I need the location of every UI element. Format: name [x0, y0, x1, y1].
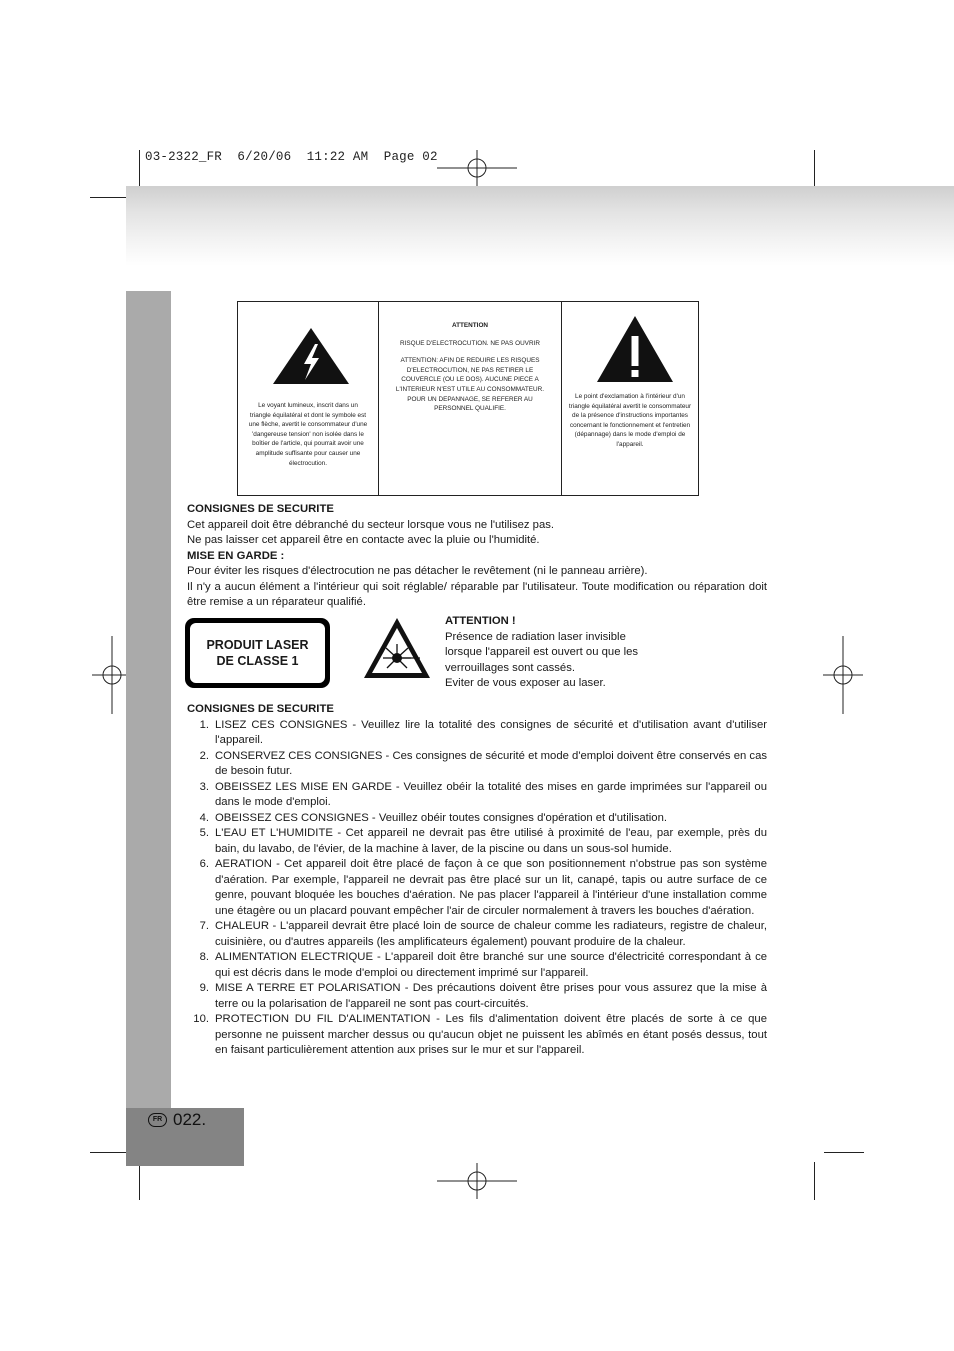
section-heading: CONSIGNES DE SECURITE — [187, 503, 334, 515]
paragraph: Cet appareil doit être débranché du secteur lorsque vous ne l'utilisez pas. — [187, 518, 555, 531]
laser-label-line1: PRODUIT LASER — [206, 638, 309, 652]
registration-mark-bottom — [437, 1163, 517, 1199]
item-text: CHALEUR - L'appareil devrait être placé loin de source de chaleur comme les radiateurs, registre de chaleur, cuisinière, ou d'autres appareils (les amplificateurs également) pouvant produire de la chaleur. — [215, 920, 767, 948]
safety-section-2 — [187, 702, 767, 1059]
laser-attention — [445, 614, 685, 692]
item — [187, 826, 767, 857]
paragraph: Pour éviter les risques d'électrocution ne pas détacher le revêtement (ni le panneau arrière). — [187, 565, 648, 577]
item-number: 9. — [199, 982, 209, 994]
item-text: MISE A TERRE ET POLARISATION - Des précautions doivent être prises pour vous assurez que la mise à terre ou la polarisation de l'appareil ne sont pas court-circuités. — [215, 982, 767, 1010]
registration-mark-top — [437, 150, 517, 186]
item-number: 1. — [199, 718, 209, 731]
item-number: 2. — [199, 749, 209, 762]
lightning-warning-icon — [271, 326, 351, 386]
language-badge: FR — [148, 1113, 167, 1127]
exclamation-caption: Le point d'exclamation à l'intérieur d'un triangle équilatéral avertit le consommateur de la présence d'instructions importantes concernant le fonctionnement et l'entretien (dépannage) dans le mode d'emploi de l'appareil. — [568, 393, 692, 448]
item-number: 10. — [193, 1013, 209, 1025]
header-band — [126, 186, 954, 266]
item — [187, 857, 767, 919]
item-number: 5. — [199, 827, 209, 839]
warning-box — [237, 301, 699, 496]
paragraph: Il n'y a aucun élément a l'intérieur qui soit réglable/ réparable par l'utilisateur. Toute modification ou réparation doit être remise a un réparateur qualifié. — [187, 580, 767, 608]
exclamation-warning-icon — [595, 314, 675, 384]
item-text: L'EAU ET L'HUMIDITE - Cet appareil ne devrait pas être utilisé à proximité de l'eau, par exemple, près du bain, du lavabo, de l'évier, de la machine à laver, de la piscine ou dans un sous-sol humide. — [215, 827, 767, 855]
item-text: AERATION - Cet appareil doit être placé de façon à ce que son positionnement n'obstrue pas son système d'aération. Par exemple, l'appareil ne devrait pas être placé sur un lit, canapé, tapis ou autre surface de ce genre, pouvant bloquée les bouches d'aération. Ne pas placer l'appareil à l'intérieur d'une installation comme une étagère ou un placard pouvant empêcher l'air de circuler normalement à travers les bouches d'aération. — [215, 858, 767, 917]
item — [187, 811, 767, 827]
item-number: 3. — [199, 780, 209, 793]
item — [187, 1012, 767, 1059]
item-text: OBEISSEZ CES CONSIGNES - Veuillez obéir toutes consignes d'opération et d'utilisation. — [215, 811, 668, 824]
item-text: ALIMENTATION ELECTRIQUE - L'appareil doit être branché sur une source d'électricité correspondant à ce qui est décris dans le mode d'emploi ou directement imprimé sur l'appareil. — [215, 951, 767, 979]
laser-attention-line: lorsque l'appareil est ouvert ou que les — [445, 646, 639, 658]
section-heading: MISE EN GARDE : — [187, 549, 285, 562]
laser-attention-line: verrouillages sont cassés. — [445, 661, 575, 674]
laser-attention-heading: ATTENTION ! — [445, 615, 516, 627]
page-number-text: 022. — [173, 1110, 207, 1129]
laser-attention-line: Présence de radiation laser invisible — [445, 630, 626, 643]
item-text: PROTECTION DU FIL D'ALIMENTATION - Les fils d'alimentation doivent être placés de sorte à ce que personne ne puissent marcher dessus ou qu'aucun objet ne puissent les abîmés en étant posés dessus, tout en faisant particulièrement attention aux prises sur le mur et sur l'appareil. — [215, 1013, 767, 1056]
item — [187, 981, 767, 1012]
registration-mark-right — [823, 636, 863, 714]
item-text: LISEZ CES CONSIGNES - Veuillez lire la totalité des consignes de sécurité et d'utilisation avant d'utiliser l'appareil. — [215, 718, 767, 746]
warning-col-exclamation — [562, 302, 698, 495]
page-number — [148, 1110, 206, 1130]
item-text: OBEISSEZ LES MISE EN GARDE - Veuillez obéir la totalité des mises en garde imprimées sur l'appareil ou dans le mode d'emploi. — [215, 780, 767, 808]
section-heading: CONSIGNES DE SECURITE — [187, 703, 334, 715]
item-number: 6. — [199, 858, 209, 870]
laser-attention-line: Eviter de vous exposer au laser. — [445, 677, 606, 689]
print-slug: 03-2322_FR 6/20/06 11:22 AM Page 02 — [145, 150, 438, 164]
left-margin-strip — [126, 291, 171, 1111]
electric-caption: Le voyant lumineux, inscrit dans un triangle équilatéral et dont le symbole est une flèche, avertit le consommateur d'une 'dangereuse tension' non isolée dans le boîtier de l'article, qui pourrait avoir une amplitude suffisante pour causer une électrocution. — [248, 402, 368, 467]
warning-title: ATTENTION — [451, 322, 489, 329]
warning-col-electric — [238, 302, 379, 495]
laser-label-line2: DE CLASSE 1 — [216, 654, 299, 668]
item — [187, 749, 767, 780]
item-number: 8. — [199, 951, 209, 963]
item — [187, 780, 767, 811]
warning-risk: RISQUE D'ELECTROCUTION. NE PAS OUVRIR — [400, 339, 540, 347]
item-number: 4. — [199, 811, 209, 824]
item-number: 7. — [199, 920, 209, 932]
item — [187, 919, 767, 950]
item-text: CONSERVEZ CES CONSIGNES - Ces consignes de sécurité et mode d'emploi doivent être conservés en cas de besoin futur. — [215, 749, 767, 777]
laser-class-label — [185, 618, 330, 688]
item — [187, 950, 767, 981]
warning-text: ATTENTION: AFIN DE REDUIRE LES RISQUES D'ELECTROCUTION, NE PAS RETIRER LE COUVERCLE (OU LE DOS). AUCUNE PIECE A L'INTERIEUR N'EST UTILE AU CONSOMMATEUR. POUR UN DEPANNAGE, SE REFERER AU PERSONNEL QUALIFIE. — [395, 357, 545, 413]
paragraph: Ne pas laisser cet appareil être en contacte avec la pluie ou l'humidité. — [187, 534, 540, 546]
warning-col-text — [379, 302, 562, 495]
item — [187, 718, 767, 749]
safety-section-1 — [187, 502, 767, 611]
laser-warning-icon — [362, 616, 432, 680]
